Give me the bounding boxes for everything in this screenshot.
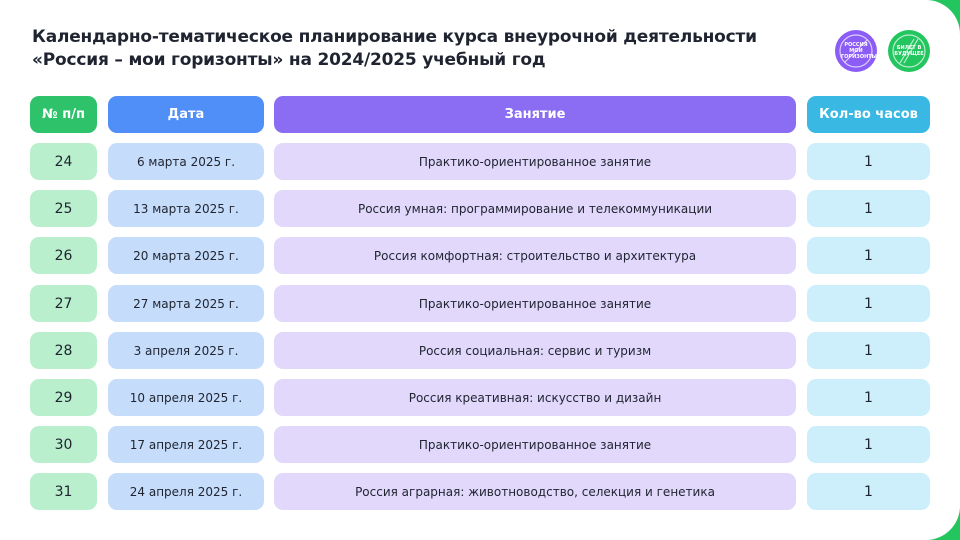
row-number-cell: 28	[30, 332, 97, 369]
row-lesson-cell: Россия аграрная: животноводство, селекция и генетика	[274, 473, 796, 510]
page-title	[32, 26, 792, 72]
row-hours-cell: 1	[807, 190, 930, 227]
title-line-1: Календарно-тематическое планирование курса внеурочной деятельности	[32, 27, 757, 47]
row-number-cell: 31	[30, 473, 97, 510]
row-hours-cell: 1	[807, 143, 930, 180]
row-number-cell: 27	[30, 285, 97, 322]
row-lesson-cell: Практико-ориентированное занятие	[274, 426, 796, 463]
logo-2-text: БИЛЕТ В БУДУЩЕЕ	[894, 45, 924, 57]
row-hours-cell: 1	[807, 426, 930, 463]
rossiya-moi-gorizonty-logo	[835, 30, 877, 72]
header-lesson: Занятие	[274, 96, 796, 133]
row-hours-cell: 1	[807, 237, 930, 274]
row-hours-cell: 1	[807, 473, 930, 510]
row-date-cell: 13 марта 2025 г.	[108, 190, 264, 227]
row-number-cell: 25	[30, 190, 97, 227]
bilet-v-budushchee-logo	[888, 30, 930, 72]
row-lesson-cell: Россия умная: программирование и телекоммуникации	[274, 190, 796, 227]
row-date-cell: 17 апреля 2025 г.	[108, 426, 264, 463]
row-date-cell: 3 апреля 2025 г.	[108, 332, 264, 369]
row-number-cell: 29	[30, 379, 97, 416]
row-lesson-cell: Практико-ориентированное занятие	[274, 285, 796, 322]
row-hours-cell: 1	[807, 285, 930, 322]
header-hours: Кол-во часов	[807, 96, 930, 133]
row-number-cell: 26	[30, 237, 97, 274]
row-hours-cell: 1	[807, 332, 930, 369]
title-line-2: «Россия – мои горизонты» на 2024/2025 учебный год	[32, 50, 546, 70]
row-date-cell: 20 марта 2025 г.	[108, 237, 264, 274]
row-number-cell: 30	[30, 426, 97, 463]
logo-1-text: РОССИЯ МОИ ГОРИЗОНТЫ	[841, 42, 877, 60]
row-hours-cell: 1	[807, 379, 930, 416]
row-lesson-cell: Россия креативная: искусство и дизайн	[274, 379, 796, 416]
row-lesson-cell: Практико-ориентированное занятие	[274, 143, 796, 180]
row-date-cell: 24 апреля 2025 г.	[108, 473, 264, 510]
row-lesson-cell: Россия комфортная: строительство и архитектура	[274, 237, 796, 274]
header-date: Дата	[108, 96, 264, 133]
row-number-cell: 24	[30, 143, 97, 180]
row-date-cell: 10 апреля 2025 г.	[108, 379, 264, 416]
header-num: № п/п	[30, 96, 97, 133]
row-lesson-cell: Россия социальная: сервис и туризм	[274, 332, 796, 369]
row-date-cell: 27 марта 2025 г.	[108, 285, 264, 322]
row-date-cell: 6 марта 2025 г.	[108, 143, 264, 180]
